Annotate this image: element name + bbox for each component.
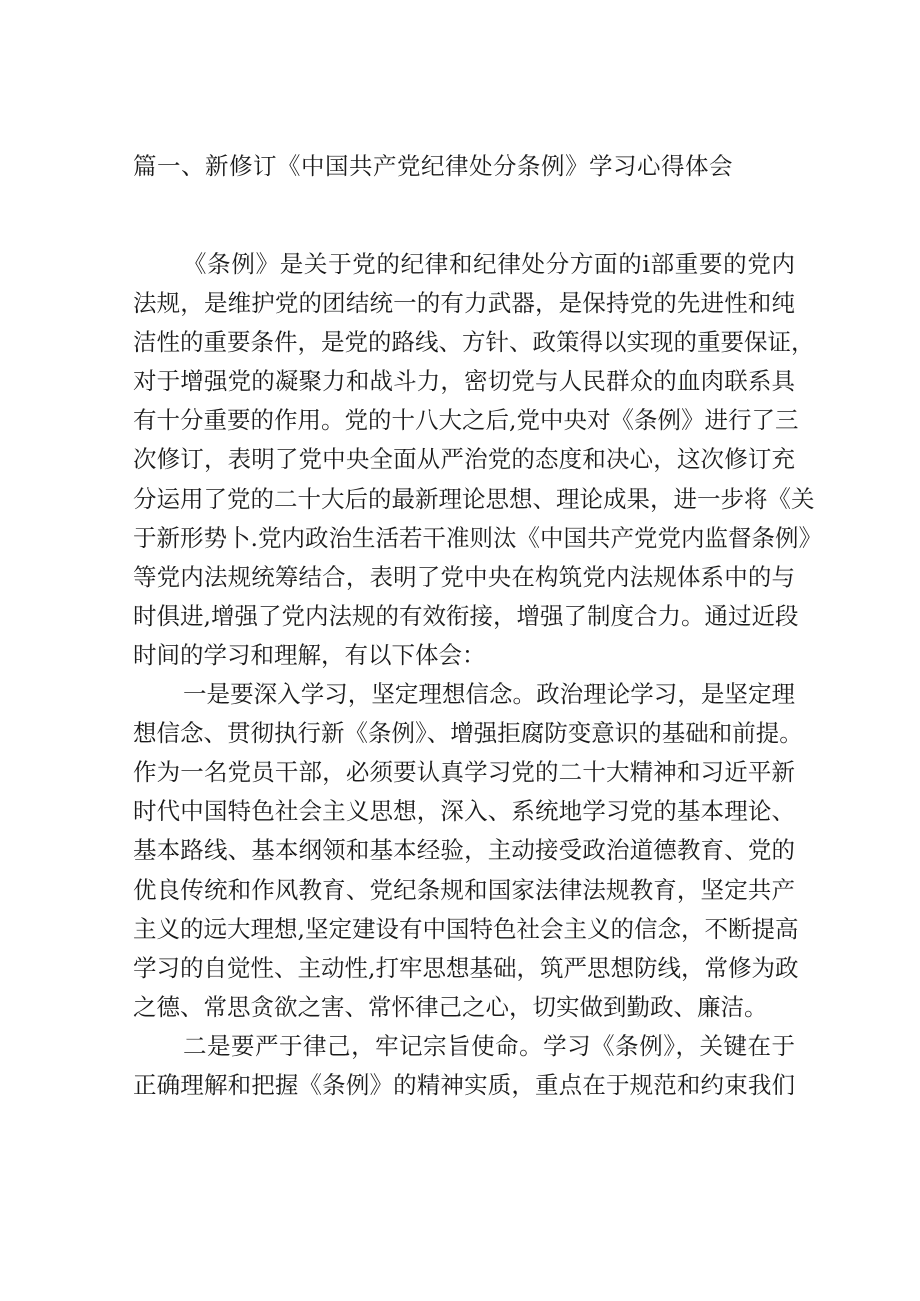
document-title: 篇一、新修订《中国共产党纪律处分条例》学习心得体会 — [133, 152, 733, 180]
text-line: 洁性的重要条件，是党的路线、方针、政策得以实现的重要保证， — [133, 328, 815, 357]
text-line: 时间的学习和理解，有以下体会： — [133, 640, 486, 669]
text-line: 《条例》是关于党的纪律和纪律处分方面的i部重要的党内 — [183, 250, 795, 278]
text-line: 基本路线、基本纲领和基本经验，主动接受政治道德教育、党的 — [133, 836, 795, 865]
text-line: 之德、常思贪欲之害、常怀律己之心，切实做到勤政、廉洁。 — [133, 992, 768, 1021]
text-line: 一是要深入学习，坚定理想信念。政治理论学习，是坚定理 — [183, 680, 795, 709]
paragraph-point-two — [133, 1027, 795, 1105]
text-line: 分运用了党的二十大后的最新理论思想、理论成果，进一步将《关 — [133, 484, 815, 513]
paragraph-point-one — [133, 675, 803, 1027]
text-line: 于新形势卜.党内政治生活若干准则汰《中国共产党党内监督条例》 — [133, 523, 822, 552]
text-line: 法规，是维护党的团结统一的有力武器，是保持党的先进性和纯 — [133, 289, 795, 318]
text-line: 想信念、贯彻执行新《条例》、增强拒腐防变意识的基础和前提。 — [133, 719, 803, 748]
text-line: 时代中国特色社会主义思想，深入、系统地学习党的基本理论、 — [133, 797, 795, 826]
text-line: 时俱进,增强了党内法规的有效衔接，增强了制度合力。通过近段 — [133, 601, 799, 630]
text-line: 学习的自觉性、主动性,打牢思想基础，筑严思想防线，常修为政 — [133, 953, 799, 982]
text-line: 有十分重要的作用。党的十八大之后,党中央对《条例》进行了三 — [133, 406, 799, 435]
text-line: 主义的远大理想,坚定建设有中国特色社会主义的信念，不断提高 — [133, 914, 799, 943]
text-line: 正确理解和把握《条例》的精神实质，重点在于规范和约束我们 — [133, 1070, 795, 1099]
text-line: 等党内法规统筹结合，表明了党中央在构筑党内法规体系中的与 — [133, 562, 795, 591]
text-line: 作为一名党员干部，必须要认真学习党的二十大精神和习近平新 — [133, 758, 795, 787]
document-body — [133, 245, 822, 1105]
text-line: 次修订，表明了党中央全面从严治党的态度和决心，这次修订充 — [133, 445, 795, 474]
paragraph-intro — [133, 245, 822, 675]
text-line: 对于增强党的凝聚力和战斗力，密切党与人民群众的血肉联系具 — [133, 367, 795, 396]
text-line: 二是要严于律己，牢记宗旨使命。学习《条例》，关键在于 — [183, 1031, 795, 1060]
text-line: 优良传统和作风教育、党纪条规和国家法律法规教育，坚定共产 — [133, 875, 795, 904]
